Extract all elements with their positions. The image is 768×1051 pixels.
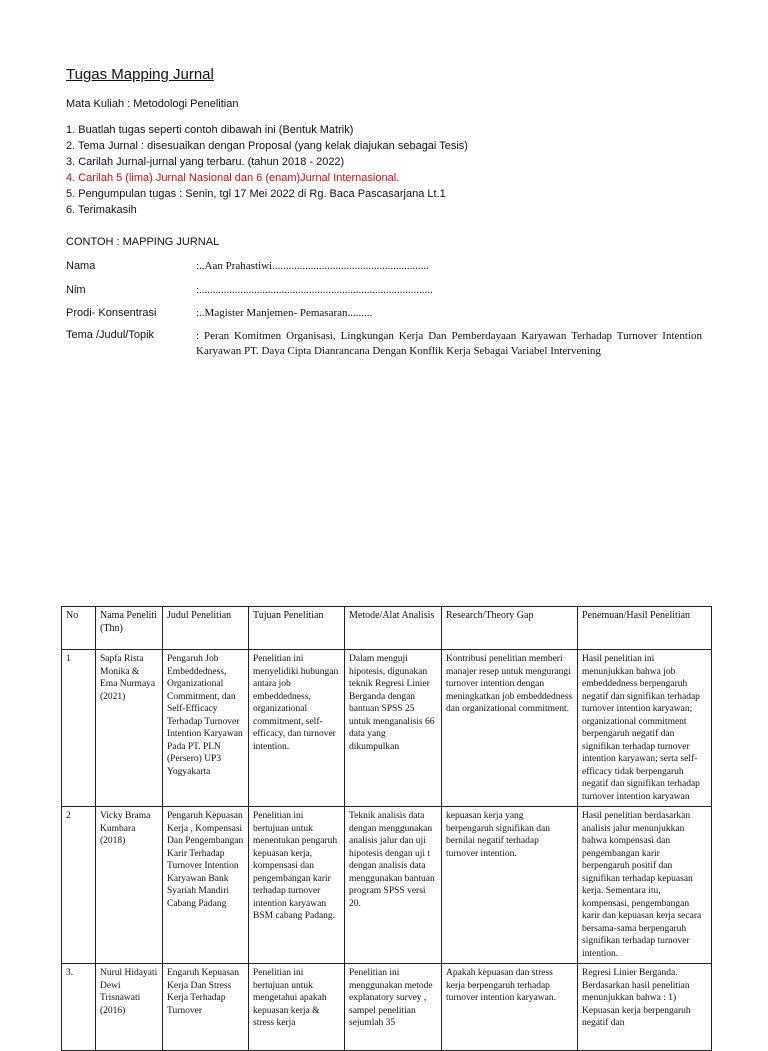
cell-gap: Kontribusi penelitian memberi manajer resep untuk mengurangi turnover intention dengan meningkatkan job embeddedness dan organizational commitment. bbox=[442, 650, 578, 807]
cell-peneliti: Nurul Hidayati Dewi Trisnawati (2016) bbox=[96, 964, 163, 1051]
nama-label: Nama bbox=[66, 260, 96, 272]
header-peneliti: Nama Peneliti (Thn) bbox=[96, 607, 163, 650]
nim-label: Nim bbox=[66, 284, 86, 296]
cell-no: 3. bbox=[62, 964, 96, 1051]
prodi-value: :..Magister Manjemen- Pemasaran......... bbox=[196, 307, 373, 319]
table-row bbox=[62, 650, 712, 807]
instruction-list bbox=[66, 122, 468, 218]
cell-tujuan: Penelitian ini menyelidiki hubungan antara job embeddedness, organizational commitment, self-efficacy, dan turnover intention. bbox=[249, 650, 345, 807]
cell-peneliti: Vicky Brama Kumbara (2018) bbox=[96, 807, 163, 964]
header-metode: Metode/Alat Analisis bbox=[345, 607, 442, 650]
cell-gap: kepuasan kerja yang berpengaruh signifikan dan bernilai negatif terhadap turnover intention. bbox=[442, 807, 578, 964]
cell-hasil: Regresi Linier Berganda. Berdasarkan hasil penelitian menunjukkan bahwa : 1) Kepuasan kerja berpengaruh negatif dan bbox=[578, 964, 712, 1051]
nama-value: :..Aan Prahastiwi......................................................... bbox=[196, 260, 429, 272]
header-hasil: Penemuan/Hasil Penelitian bbox=[578, 607, 712, 650]
cell-metode: Penelitian ini menggunakan metode explanatory survey , sampel penelitian sejumlah 35 bbox=[345, 964, 442, 1051]
cell-judul: Engaruh Kepuasan Kerja Dan Stress Kerja Terhadap Turnover bbox=[163, 964, 249, 1051]
prodi-label: Prodi- Konsentrasi bbox=[66, 307, 157, 319]
nim-value: :..................................................................................... bbox=[196, 284, 433, 296]
table-row bbox=[62, 807, 712, 964]
header-no: No bbox=[62, 607, 96, 650]
instruction-item: 1. Buatlah tugas seperti contoh dibawah ini (Bentuk Matrik) bbox=[66, 124, 354, 136]
page-title: Tugas Mapping Jurnal bbox=[66, 66, 214, 83]
table-row bbox=[62, 964, 712, 1051]
instruction-item: 3. Carilah Jurnal-jurnal yang terbaru. (tahun 2018 - 2022) bbox=[66, 156, 345, 168]
instruction-item: 5. Pengumpulan tugas : Senin, tgl 17 Mei 2022 di Rg. Baca Pascasarjana Lt.1 bbox=[66, 188, 446, 200]
cell-hasil: Hasil penelitian berdasarkan analisis jalur menunjukkan bahwa kompensasi dan pengembangan karir berpengaruh positif dan signifikan terhadap kepuasan kerja. Sementara itu, kompensasi, pengembangan karir dan kepuasan kerja secara bersama-sama berpengaruh signifikan terhadap turnover intention. bbox=[578, 807, 712, 964]
tema-value: : Peran Komitmen Organisasi, Lingkungan Kerja Dan Pemberdayaan Karyawan Terhadap Turnover Intention Karyawan PT. Daya Cipta Dianrancana Dengan Konflik Kerja Sebagai Variabel Intervening bbox=[196, 330, 702, 357]
cell-tujuan: Penelitian ini bertujuan untuk menentukan pengaruh kepuasan kerja, kompensasi dan pengembangan karir terhadap turnover intention karyawan BSM cabang Padang. bbox=[249, 807, 345, 964]
mapping-table bbox=[61, 606, 712, 1051]
table-header-row bbox=[62, 607, 712, 650]
cell-no: 2 bbox=[62, 807, 96, 964]
cell-gap: Apakah kepuasan dan stress kerja berpengaruh terhadap turnover intention karyawan. bbox=[442, 964, 578, 1051]
instruction-item-highlight: 4. Carilah 5 (lima) Jurnal Nasional dan 6 (enam)Jurnal Internasional. bbox=[66, 172, 400, 184]
tema-label: Tema /Judul/Topik bbox=[66, 329, 155, 341]
cell-no: 1 bbox=[62, 650, 96, 807]
cell-metode: Dalam menguji hipotesis, digunakan teknik Regresi Linier Berganda dengan bantuan SPSS 25 untuk menganalisis 66 data yang dikumpulkan bbox=[345, 650, 442, 807]
cell-tujuan: Penelitian ini bertujuan untuk mengetahui apakah kepuasan kerja & stress kerja bbox=[249, 964, 345, 1051]
instruction-item: 2. Tema Jurnal : disesuaikan dengan Proposal (yang kelak diajukan sebagai Tesis) bbox=[66, 140, 468, 152]
example-heading: CONTOH : MAPPING JURNAL bbox=[66, 236, 220, 248]
header-tujuan: Tujuan Penelitian bbox=[249, 607, 345, 650]
cell-judul: Pengaruh Kepuasan Kerja , Kompensasi Dan Pengembangan Karir Terhadap Turnover Intention Karyawan Bank Syariah Mandiri Cabang Padang bbox=[163, 807, 249, 964]
cell-judul: Pengaruh Job Embeddedness, Organizational Commitment, dan Self-Efficacy Terhadap Turnover Intention Karyawan Pada PT. PLN (Persero) UP3 Yogyakarta bbox=[163, 650, 249, 807]
instruction-item: 6. Terimakasih bbox=[66, 204, 137, 216]
header-gap: Research/Theory Gap bbox=[442, 607, 578, 650]
course-line: Mata Kuliah : Metodologi Penelitian bbox=[66, 98, 239, 110]
cell-hasil: Hasil penelitian ini menunjukkan bahwa job embeddedness berpengaruh negatif dan signifikan terhadap turnover intention karyawan; organizational commitment berpengaruh negatif dan signifikan terhadap turnover intention karyawan; serta self-efficacy tidak berpengaruh negatif dan signifikan terhadap turnover intention karyawan bbox=[578, 650, 712, 807]
header-judul: Judul Penelitian bbox=[163, 607, 249, 650]
cell-metode: Teknik analisis data dengan menggunakan analisis jalur dan uji hipotesis dengan uji t dengan analisis data menggunakan bantuan program SPSS versi 20. bbox=[345, 807, 442, 964]
cell-peneliti: Sapfa Rista Monika & Ema Nurmaya (2021) bbox=[96, 650, 163, 807]
